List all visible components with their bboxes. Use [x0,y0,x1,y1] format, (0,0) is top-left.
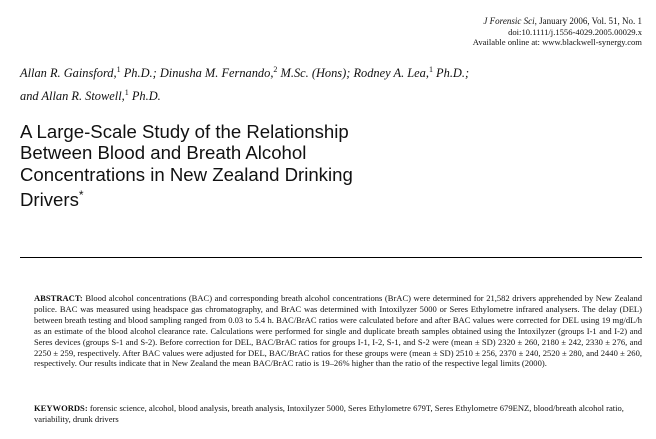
author-list [20,60,640,106]
author-name: Rodney A. Lea, [353,66,429,81]
author-degree: M.Sc. (Hons); [277,66,354,81]
affiliation-marker: 2 [273,65,278,74]
title-line [20,185,580,211]
section-divider [20,257,642,258]
keywords [34,403,642,425]
title-line: A Large-Scale Study of the Relationship [20,121,349,142]
journal-name: J Forensic Sci [483,16,535,26]
title-line: Concentrations in New Zealand Drinking [20,163,353,185]
abstract-text: Blood alcohol concentrations (BAC) and corresponding breath alcohol concentrations (BrAC) were determined for 21,582 drivers apprehended by New Zealand police. BAC was measured using headspace gas chromatography, and BrAC was determined with Intoxilyzer 5000 or Seres Ethylometre infrared analysers. The delay (DEL) between breath testing and blood sampling ranged from 0.03 to 5.4 h. BAC/BrAC ratios were calculated before and after BAC values were corrected for DEL using 19 mg/dL/h as an estimate of the blood alcohol clearance rate. Calculations were performed for single and duplicate breath samples obtained using the Intoxilyzer (groups I-1 and I-2) and Seres devices (groups S-1 and S-2). Before correction for DEL, BAC/BrAC ratios for groups I-1, I-2, S-1, and S-2 were (mean ± SD) 2320 ± 260, 2180 ± 242, 2330 ± 276, and 2250 ± 259, respectively. After BAC values were adjusted for DEL, BAC/BrAC ratios for these groups were (mean ± SD) 2510 ± 256, 2370 ± 240, 2520 ± 280, and 2440 ± 260, respectively. Our results indicate that in New Zealand the mean BAC/BrAC ratio is 19–26% higher than the ratio of the respective legal limits (2000). [34,293,642,369]
affiliation-marker: 1 [124,88,129,98]
title-last-word: Drivers [20,189,79,211]
abstract-label: ABSTRACT: [34,293,83,303]
journal-issue: , January 2006, Vol. 51, No. 1 [534,16,642,26]
affiliation-marker: 1 [116,65,121,74]
author-degree: Ph.D.; [432,66,470,81]
author-name: Allan R. Gainsford, [20,66,117,81]
title-footnote-marker: * [78,188,84,203]
paper-title [20,121,580,211]
keywords-label: KEYWORDS: [34,403,88,413]
author-name: and Allan R. Stowell, [20,89,125,104]
affiliation-marker: 1 [428,65,433,74]
author-line-1 [20,60,640,83]
author-degree: Ph.D.; [120,66,160,81]
keywords-text: forensic science, alcohol, blood analysis, breath analysis, Intoxilyzer 5000, Seres Ethylometre 679T, Seres Ethylometre 679ENZ, blood/breath alcohol ratio, variability, drunk drivers [34,403,624,424]
journal-citation [473,16,642,48]
doi: doi:10.1111/j.1556-4029.2005.00029.x [508,26,642,37]
abstract [34,293,642,369]
author-line-2 [20,83,640,106]
online-availability: Available online at: www.blackwell-synergy.com [472,37,642,48]
author-name: Dinusha M. Fernando, [159,66,274,81]
title-line: Between Blood and Breath Alcohol [20,142,307,164]
author-degree: Ph.D. [128,89,161,104]
journal-citation-line [473,16,642,27]
